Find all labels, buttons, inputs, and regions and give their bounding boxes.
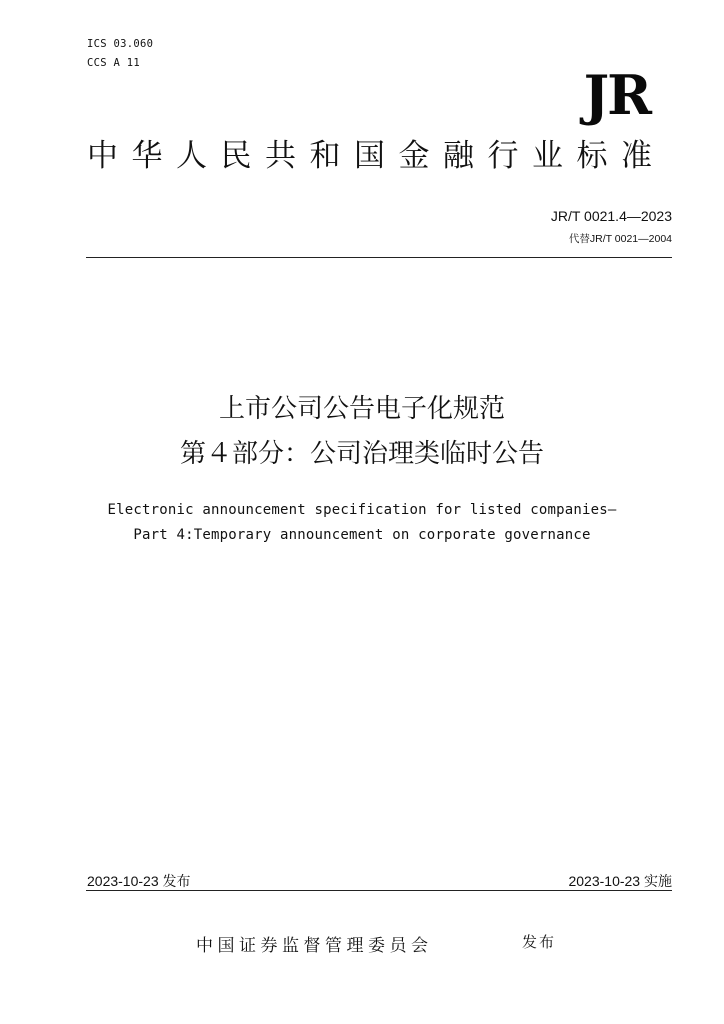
issue-label: 发布 [522, 933, 557, 951]
implementation-date: 2023-10-23 实施 [568, 873, 672, 889]
ics-code: ICS 03.060 [87, 38, 154, 50]
title-en-line1: Electronic announcement specification for listed companies— [107, 502, 617, 518]
replaces-standard: 代替JR/T 0021—2004 [568, 233, 672, 245]
issuing-authority: 中国证券监督管理委员会 [196, 936, 433, 956]
ccs-code: CCS A 11 [87, 57, 140, 69]
jr-logo: JR [583, 63, 650, 127]
title-zh-line1: 上市公司公告电子化规范 [218, 394, 505, 424]
standard-type-heading: 中华人民共和国金融行业标准 [87, 138, 666, 174]
title-en-line2: Part 4:Temporary announcement on corporate governance [133, 527, 591, 543]
bottom-divider [86, 890, 672, 891]
standard-code: JR/T 0021.4—2023 [550, 208, 672, 224]
publication-date: 2023-10-23 发布 [87, 873, 191, 889]
top-divider [86, 257, 672, 258]
title-zh-line2: 第４部分：公司治理类临时公告 [179, 439, 544, 469]
